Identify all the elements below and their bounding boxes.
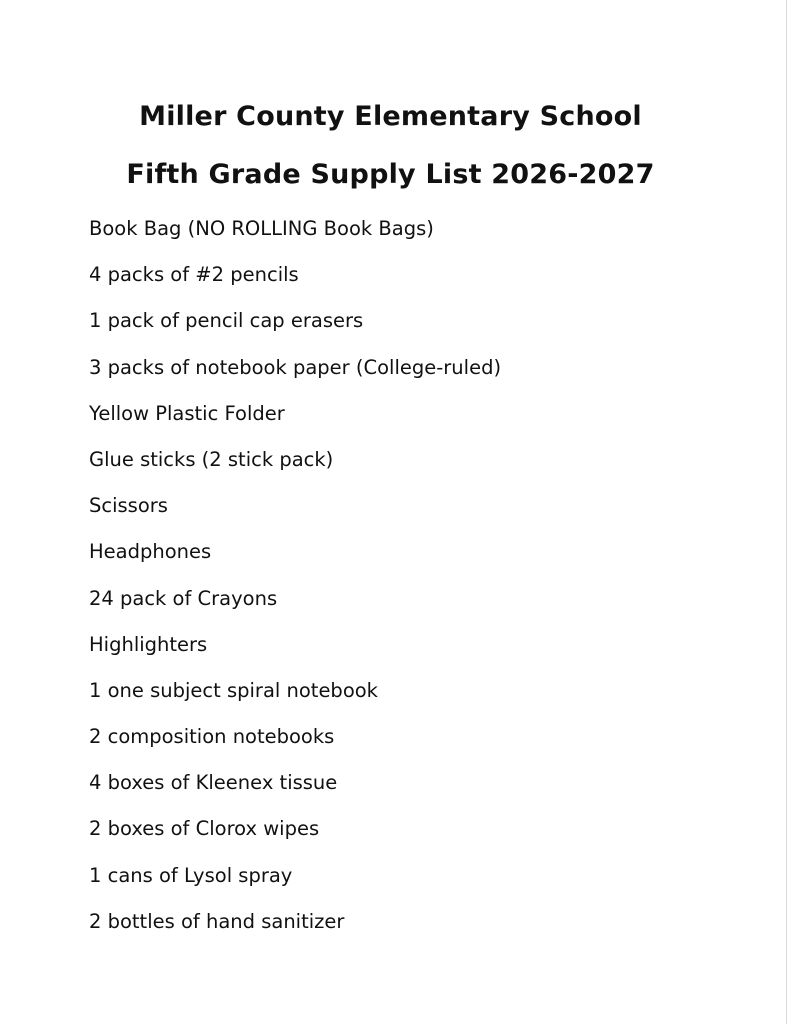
supply-item: Headphones (89, 540, 212, 564)
supply-item: 4 packs of #2 pencils (89, 263, 299, 287)
supply-item: 2 boxes of Clorox wipes (89, 817, 320, 841)
supply-item: 1 pack of pencil cap erasers (89, 309, 364, 333)
supply-item: Scissors (89, 494, 168, 518)
supply-item: 2 bottles of hand sanitizer (89, 909, 345, 933)
page-edge-line (786, 0, 787, 1024)
supply-item: 2 composition notebooks (89, 725, 335, 749)
supply-item: 1 one subject spiral notebook (89, 678, 378, 702)
supply-list-title: Fifth Grade Supply List 2026-2027 (126, 159, 655, 190)
school-name-heading: Miller County Elementary School (139, 101, 642, 132)
supply-list (89, 214, 501, 953)
supply-item: 4 boxes of Kleenex tissue (89, 771, 338, 795)
supply-item: 24 pack of Crayons (89, 586, 278, 610)
supply-item: 3 packs of notebook paper (College-ruled) (89, 355, 502, 379)
supply-item: Glue sticks (2 stick pack) (89, 447, 334, 471)
supply-item: Book Bag (NO ROLLING Book Bags) (89, 217, 434, 240)
supply-item: Highlighters (89, 632, 208, 656)
supply-item: Yellow Plastic Folder (89, 401, 285, 425)
supply-item: 1 cans of Lysol spray (89, 863, 293, 887)
